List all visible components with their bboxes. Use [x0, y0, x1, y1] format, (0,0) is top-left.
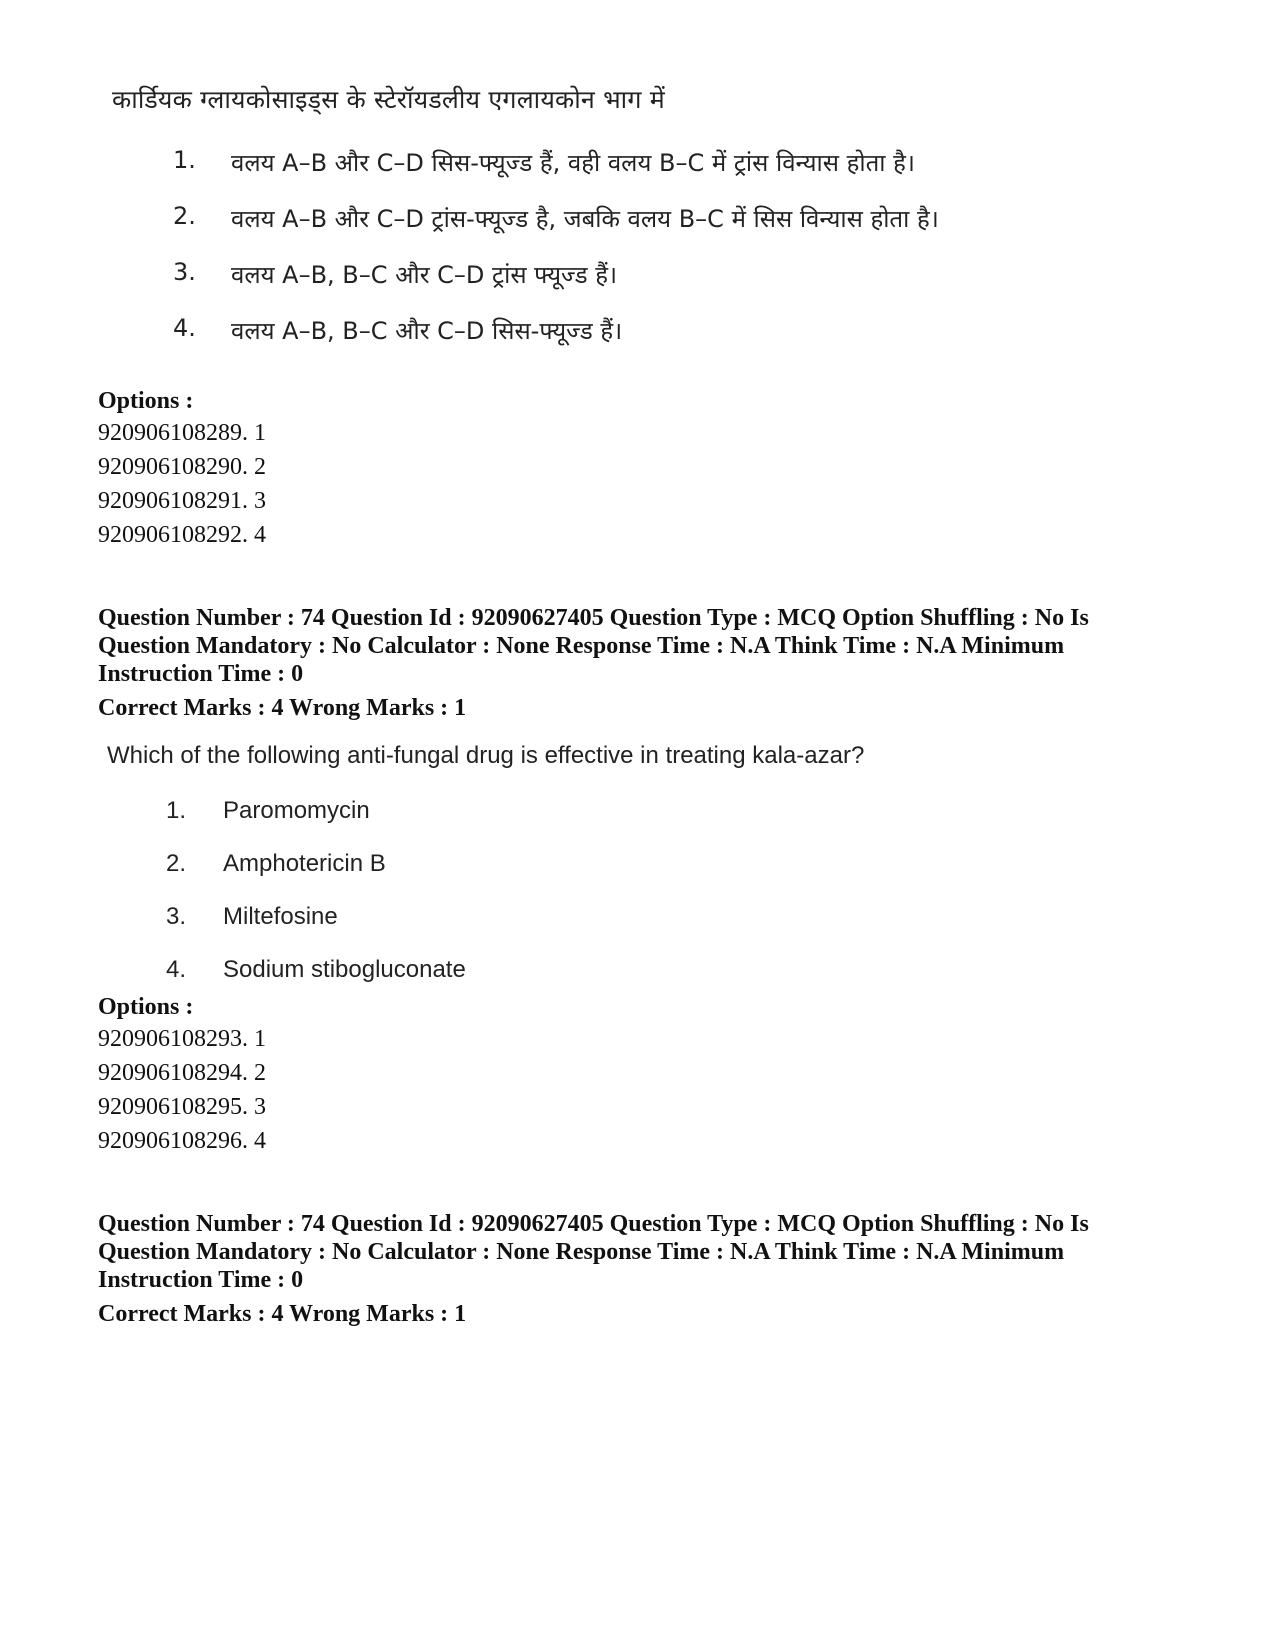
option-number: 4.: [166, 956, 187, 983]
option-id-line: 920906108289. 1: [98, 420, 266, 446]
question-meta: [98, 1210, 1178, 1294]
marks-line: Correct Marks : 4 Wrong Marks : 1: [98, 695, 467, 721]
question-stem-hindi: कार्डियक ग्लायकोसाइड्स के स्टेरॉयडलीय एगलायकोन भाग में: [112, 85, 665, 114]
options-heading: Options :: [98, 388, 194, 414]
option-text: Sodium stibogluconate: [223, 956, 466, 983]
option-text: Amphotericin B: [223, 850, 386, 877]
option-id-line: 920906108296. 4: [98, 1128, 266, 1154]
question-stem-english: Which of the following anti-fungal drug is effective in treating kala-azar?: [107, 742, 865, 769]
question-meta-line: Question Mandatory : No Calculator : None Response Time : N.A Think Time : N.A Minimum: [98, 633, 1065, 659]
question-meta-line: Instruction Time : 0: [98, 661, 304, 687]
options-heading: Options :: [98, 994, 194, 1020]
option-number: 1.: [173, 146, 196, 174]
option-text: Miltefosine: [223, 903, 338, 930]
option-text: वलय A–B, B–C और C–D ट्रांस फ्यूज्ड हैं।: [231, 261, 618, 289]
option-text: Paromomycin: [223, 797, 370, 824]
option-number: 3.: [173, 258, 196, 286]
question-meta: [98, 604, 1178, 688]
question-meta-line: Question Number : 74 Question Id : 92090627405 Question Type : MCQ Option Shuffling : No Is: [98, 1211, 1089, 1237]
question-meta-line: Instruction Time : 0: [98, 1267, 304, 1293]
option-number: 3.: [166, 903, 187, 930]
option-id-line: 920906108290. 2: [98, 454, 266, 480]
option-number: 2.: [173, 202, 196, 230]
question-meta-line: Question Number : 74 Question Id : 92090627405 Question Type : MCQ Option Shuffling : No Is: [98, 605, 1089, 631]
option-number: 1.: [166, 797, 187, 824]
option-text: वलय A–B और C–D सिस-फ्यूज्ड हैं, वही वलय B–C में ट्रांस विन्यास होता है।: [231, 149, 915, 177]
option-number: 4.: [173, 314, 196, 342]
option-id-line: 920906108295. 3: [98, 1094, 266, 1120]
option-text: वलय A–B, B–C और C–D सिस-फ्यूज्ड हैं।: [231, 317, 623, 345]
option-number: 2.: [166, 850, 187, 877]
marks-line: Correct Marks : 4 Wrong Marks : 1: [98, 1301, 467, 1327]
question-meta-line: Question Mandatory : No Calculator : None Response Time : N.A Think Time : N.A Minimum: [98, 1239, 1065, 1265]
option-id-line: 920906108294. 2: [98, 1060, 266, 1086]
option-id-line: 920906108291. 3: [98, 488, 266, 514]
option-id-line: 920906108292. 4: [98, 522, 266, 548]
option-id-line: 920906108293. 1: [98, 1026, 266, 1052]
option-text: वलय A–B और C–D ट्रांस-फ्यूज्ड है, जबकि वलय B–C में सिस विन्यास होता है।: [231, 205, 939, 233]
